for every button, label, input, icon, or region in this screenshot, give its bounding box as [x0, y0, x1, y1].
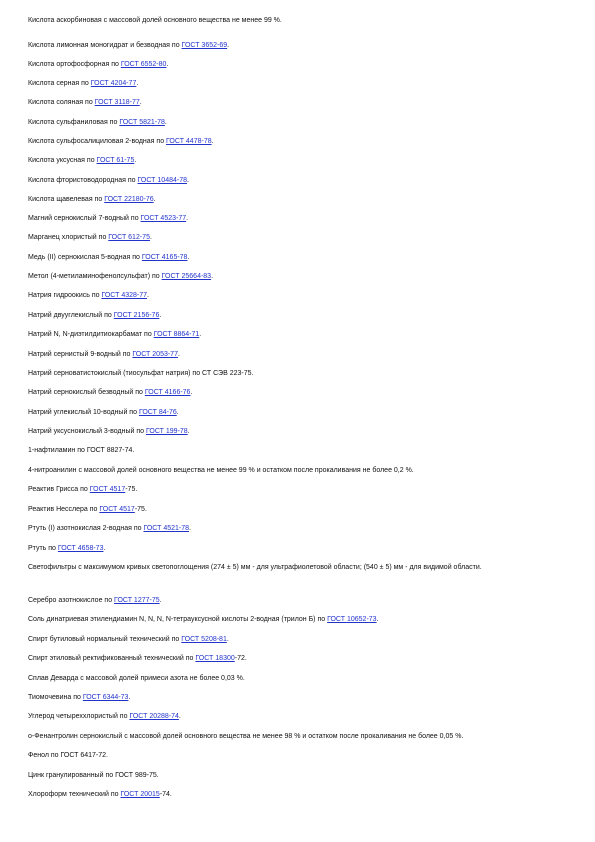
reagent-text-suffix: . — [103, 545, 106, 552]
reagent-text-suffix: . — [136, 80, 139, 87]
reagent-item — [28, 544, 576, 554]
reagent-item — [28, 771, 576, 781]
standard-link[interactable]: ГОСТ 22180-76 — [104, 196, 154, 203]
reagent-text: Натрий сернокислый безводный по — [28, 389, 145, 396]
standard-link[interactable]: ГОСТ 4478-78 — [166, 138, 212, 145]
reagent-text: Кислота сульфосалициловая 2-водная по — [28, 138, 167, 145]
reagent-text: Спирт этиловый ректификованный технический по — [28, 655, 196, 662]
standard-link[interactable]: ГОСТ 4523-77 — [140, 215, 187, 222]
standard-link[interactable]: ГОСТ 8864-71 — [153, 331, 200, 338]
reagent-item — [28, 485, 576, 495]
reagent-text: Натрий N, N-диэтилдитиокарбамат по — [28, 331, 154, 338]
standard-link[interactable]: ГОСТ 20015 — [120, 791, 160, 798]
reagent-text-suffix: . — [159, 597, 162, 604]
reagent-item — [28, 388, 576, 398]
reagent-text: Кислота щавелевая по — [28, 196, 105, 203]
reagent-text-suffix: . — [139, 99, 142, 106]
reagent-item — [28, 60, 576, 70]
reagent-item — [28, 137, 576, 147]
reagent-text: Кислота уксусная по — [28, 157, 97, 164]
reagent-item — [28, 98, 576, 108]
reagent-text: Кислота фтористоводородная по — [28, 177, 138, 184]
reagent-text-suffix: . — [187, 254, 190, 261]
standard-link[interactable]: ГОСТ 4521-78 — [143, 525, 190, 532]
reagent-text: Натрий уксуснокислый 3-водный по — [28, 428, 146, 435]
standard-link[interactable]: ГОСТ 2053-77 — [132, 351, 178, 358]
reagent-text-suffix: . — [147, 292, 149, 299]
reagent-text: Натрий двууглекислый по — [28, 312, 114, 319]
reagent-text: Кислота соляная по — [28, 99, 95, 106]
reagent-item — [28, 751, 576, 761]
reagent-text: Ртуть (I) азотнокислая 2-водная по — [28, 525, 144, 532]
reagent-text: Тиомочевина по — [28, 694, 83, 701]
reagent-text: Кислота лимонная моногидрат и безводная по — [28, 42, 182, 49]
reagent-text: Натрий углекислый 10-водный по — [28, 409, 139, 416]
standard-link[interactable]: ГОСТ 61-75 — [96, 157, 135, 164]
reagent-text: о-Фенантролин сернокислый с массовой долей основного вещества не менее 98 % и остатком после прокаливания не более 0,05 %. — [28, 733, 464, 740]
reagent-text-suffix: . — [159, 312, 162, 319]
reagent-text-suffix: . — [128, 694, 131, 701]
reagent-item — [28, 635, 576, 645]
standard-link[interactable]: ГОСТ 199-78 — [146, 428, 188, 435]
standard-link[interactable]: ГОСТ 5208-81 — [181, 636, 227, 643]
reagent-text: Светофильтры с максимумом кривых светопоглощения (274 ± 5) мм - для ультрафиолетовой области; (540 ± 5) мм - для видимой области. — [28, 564, 482, 571]
reagent-text-suffix: . — [164, 119, 167, 126]
reagent-text: Натрий серноватистокислый (тиосульфат натрия) по СТ СЭВ 223-75. — [28, 370, 254, 377]
reagent-text: Марганец хлористый по — [28, 234, 109, 241]
reagent-text: Кислота аскорбиновая с массовой долей основного вещества не менее 99 %. — [28, 17, 282, 24]
reagent-text: Серебро азотнокислое по — [28, 597, 115, 604]
standard-link[interactable]: ГОСТ 10652-73 — [327, 616, 377, 623]
reagent-item — [28, 446, 576, 456]
reagent-item — [28, 195, 576, 205]
reagent-item — [28, 466, 576, 476]
reagent-item — [28, 524, 576, 534]
standard-link[interactable]: ГОСТ 84-76 — [138, 409, 177, 416]
standard-link[interactable]: ГОСТ 3652-69 — [181, 42, 228, 49]
reagent-item — [28, 214, 576, 224]
reagent-item — [28, 176, 576, 186]
reagent-item — [28, 350, 576, 360]
reagent-text-suffix: . — [177, 351, 180, 358]
reagent-text-suffix: . — [227, 42, 230, 49]
reagent-item — [28, 732, 576, 742]
reagent-item — [28, 291, 576, 301]
reagent-text: Магний сернокислый 7-водный по — [28, 215, 141, 222]
standard-link[interactable]: ГОСТ 4328-77 — [101, 292, 148, 299]
reagent-text-suffix: . — [211, 273, 214, 280]
reagent-text: Реактив Несслера по — [28, 506, 100, 513]
reagent-item — [28, 693, 576, 703]
standard-link[interactable]: ГОСТ 20288-74 — [129, 713, 179, 720]
reagent-text-suffix: . — [153, 196, 156, 203]
reagent-item — [28, 596, 576, 606]
reagent-text-suffix: -75. — [134, 506, 147, 513]
reagent-item — [28, 272, 576, 282]
reagent-item — [28, 563, 576, 573]
reagent-item — [28, 615, 576, 625]
reagent-text: Кислота сульфаниловая по — [28, 119, 120, 126]
reagent-text: Натрий сернистый 9-водный по — [28, 351, 133, 358]
reagent-item — [28, 41, 576, 51]
reagent-text-suffix: . — [149, 234, 152, 241]
reagent-item — [28, 712, 576, 722]
reagent-item — [28, 654, 576, 664]
standard-link[interactable]: ГОСТ 4166-76 — [144, 389, 191, 396]
reagent-text: Кислота ортофосфорная по — [28, 61, 121, 68]
standard-link[interactable]: ГОСТ 4658-73 — [57, 545, 104, 552]
reagent-item — [28, 790, 576, 800]
reagent-text-suffix: -75. — [125, 486, 138, 493]
standard-link[interactable]: ГОСТ 10484-78 — [137, 177, 187, 184]
standard-link[interactable]: ГОСТ 25664-83 — [161, 273, 212, 280]
standard-link[interactable]: ГОСТ 5821-78 — [119, 119, 165, 126]
reagent-text: Углерод четыреххлористый по — [28, 713, 130, 720]
reagent-item — [28, 253, 576, 263]
reagent-item — [28, 156, 576, 166]
reagent-text: Спирт бутиловый нормальный технический по — [28, 636, 182, 643]
reagent-text: Натрия гидроокись по — [28, 292, 102, 299]
reagent-text: Ртуть по — [28, 545, 58, 552]
reagent-text-suffix: . — [166, 61, 169, 68]
reagent-text-suffix: . — [187, 428, 190, 435]
reagent-text-suffix: . — [376, 616, 379, 623]
reagent-text: Метол (4-метиламинофенолсульфат) по — [28, 273, 162, 280]
reagent-item — [28, 505, 576, 515]
reagent-item — [28, 16, 576, 26]
reagent-text-suffix: . — [186, 177, 189, 184]
reagent-text: Кислота серная по — [28, 80, 91, 87]
standard-link[interactable]: ГОСТ 6344-73 — [82, 694, 129, 701]
reagent-text: Цинк гранулированный по ГОСТ 989-75. — [28, 772, 159, 779]
standard-link[interactable]: ГОСТ 4517 — [99, 506, 135, 513]
reagent-text-suffix: . — [178, 713, 181, 720]
reagent-text: Сплав Деварда с массовой долей примеси азота не более 0,03 %. — [28, 675, 245, 682]
reagent-text: 1-нафтиламин по ГОСТ 8827-74. — [28, 447, 135, 454]
reagent-text-suffix: . — [211, 138, 214, 145]
reagent-text: Медь (II) сернокислая 5-водная по — [28, 254, 142, 261]
reagent-text-suffix: . — [226, 636, 229, 643]
reagent-text-suffix: -72. — [234, 655, 247, 662]
standard-link[interactable]: ГОСТ 2156-76 — [113, 312, 160, 319]
reagent-text-suffix: . — [186, 215, 189, 222]
reagent-item — [28, 408, 576, 418]
standard-link[interactable]: ГОСТ 1277-75 — [114, 597, 160, 604]
reagent-item — [28, 233, 576, 243]
standard-link[interactable]: ГОСТ 6552-80 — [120, 61, 167, 68]
standard-link[interactable]: ГОСТ 4517 — [89, 486, 126, 493]
standard-link[interactable]: ГОСТ 4165-78 — [141, 254, 188, 261]
reagent-text-suffix: -74. — [159, 791, 172, 798]
reagent-item — [28, 118, 576, 128]
standard-link[interactable]: ГОСТ 612-75 — [108, 234, 150, 241]
reagent-text-suffix: . — [190, 389, 193, 396]
standard-link[interactable]: ГОСТ 3118-77 — [94, 99, 140, 106]
reagent-text-suffix: . — [176, 409, 179, 416]
reagent-item — [28, 330, 576, 340]
reagent-item — [28, 427, 576, 437]
reagent-item — [28, 311, 576, 321]
reagent-item — [28, 369, 576, 379]
reagent-text: 4-нитроанилин с массовой долей основного вещества не менее 99 % и остатком после прокаливания не более 0,2 %. — [28, 467, 414, 474]
reagent-text-suffix: . — [189, 525, 191, 532]
reagent-text: Хлороформ технический по — [28, 791, 121, 798]
reagent-text-suffix: . — [134, 157, 137, 164]
reagent-text: Соль динатриевая этилендиамин N, N, N, N-тетрауксусной кислоты 2-водная (трилон Б) по — [28, 616, 328, 623]
reagent-item — [28, 79, 576, 89]
standard-link[interactable]: ГОСТ 18300 — [195, 655, 235, 662]
reagent-text-suffix: . — [199, 331, 202, 338]
reagent-text: Реактив Грисса по — [28, 486, 90, 493]
reagent-item — [28, 674, 576, 684]
standard-link[interactable]: ГОСТ 4204-77 — [90, 80, 137, 87]
reagent-text: Фенол по ГОСТ 6417-72. — [28, 752, 108, 759]
